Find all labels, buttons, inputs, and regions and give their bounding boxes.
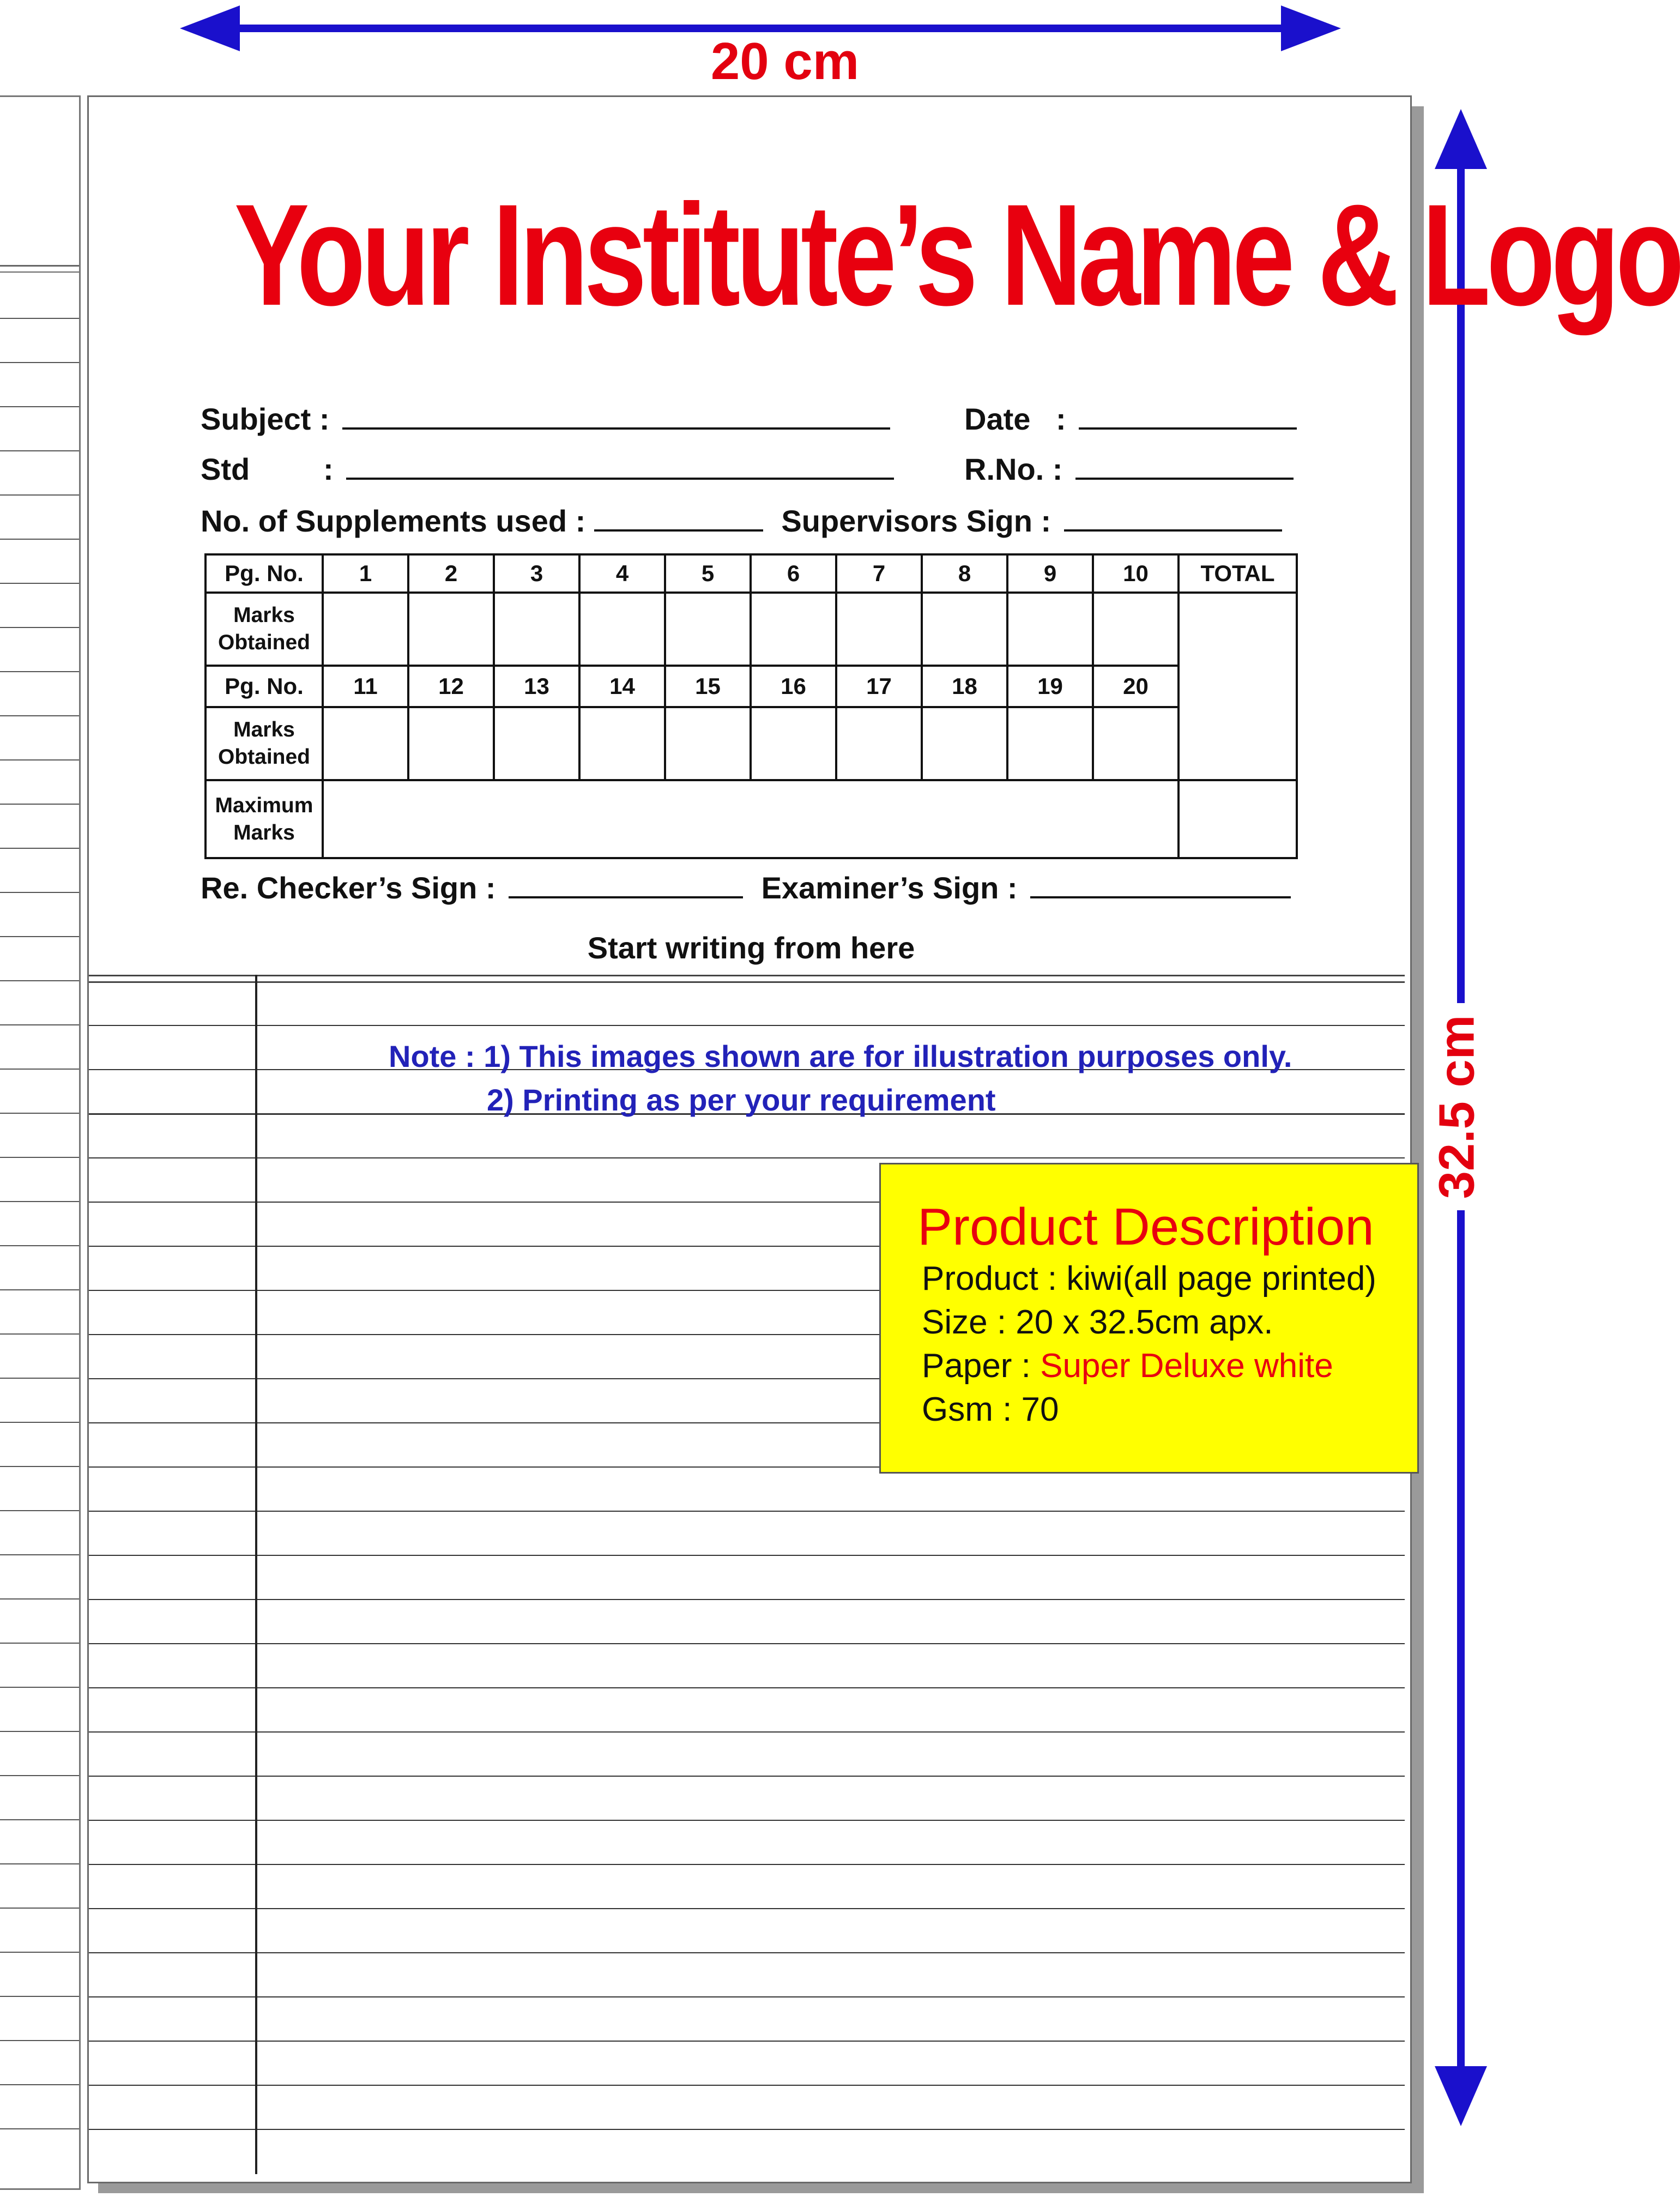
page-number: 9 xyxy=(1007,554,1093,593)
product-size: Size : 20 x 32.5cm apx. xyxy=(922,1303,1273,1341)
answer-sheet xyxy=(87,95,1680,2183)
page-number: 7 xyxy=(836,554,922,593)
page-number: 17 xyxy=(836,666,922,707)
rechecker-label: Re. Checker’s Sign : xyxy=(201,871,496,905)
institute-title: Your Institute’s Name & Logo xyxy=(234,174,1680,336)
pg-no-header: Pg. No. xyxy=(206,666,323,707)
page-number: 10 xyxy=(1093,554,1179,593)
page-number: 18 xyxy=(922,666,1007,707)
width-dimension-label: 20 cm xyxy=(710,32,860,90)
height-dimension-label: 32.5 cm xyxy=(1416,1003,1498,1210)
page-number: 2 xyxy=(408,554,494,593)
maximum-marks-label: Maximum Marks xyxy=(206,780,323,858)
page-number: 11 xyxy=(323,666,408,707)
page-number: 13 xyxy=(494,666,579,707)
rno-label: R.No. : xyxy=(964,452,1063,486)
product-description-title: Product Description xyxy=(917,1198,1374,1256)
page-number: 8 xyxy=(922,554,1007,593)
margin-line xyxy=(255,975,257,2174)
examiner-label: Examiner’s Sign : xyxy=(761,871,1018,905)
page-number: 4 xyxy=(579,554,665,593)
start-writing-label: Start writing from here xyxy=(587,931,915,965)
page-number: 19 xyxy=(1007,666,1093,707)
marks-obtained-label: Marks Obtained xyxy=(206,707,323,780)
pg-no-header: Pg. No. xyxy=(206,554,323,593)
illustration-note xyxy=(389,1035,1292,1122)
page-number: 14 xyxy=(579,666,665,707)
total-header: TOTAL xyxy=(1179,554,1297,593)
page-number: 1 xyxy=(323,554,408,593)
back-page-edge xyxy=(0,95,81,2190)
std-label: Std xyxy=(201,452,250,486)
page-number: 16 xyxy=(751,666,836,707)
product-gsm: Gsm : 70 xyxy=(922,1391,1059,1428)
product-paper: Paper : Super Deluxe white xyxy=(922,1347,1333,1385)
page-number: 15 xyxy=(665,666,751,707)
back-page-rules xyxy=(0,97,79,2188)
std-colon: : xyxy=(323,452,334,486)
supervisor-label: Supervisors Sign : xyxy=(781,504,1051,538)
product-name: Product : kiwi(all page printed) xyxy=(922,1260,1376,1297)
supplements-label: No. of Supplements used : xyxy=(201,504,586,538)
page-number: 3 xyxy=(494,554,579,593)
page-number: 5 xyxy=(665,554,751,593)
date-label: Date : xyxy=(964,402,1066,436)
subject-label: Subject : xyxy=(201,402,330,436)
page-number: 6 xyxy=(751,554,836,593)
marks-obtained-label: Marks Obtained xyxy=(206,593,323,666)
note-line-1: Note : 1) This images shown are for illustration purposes only. xyxy=(389,1039,1292,1073)
page-number: 12 xyxy=(408,666,494,707)
product-description-box xyxy=(879,1163,1419,1474)
note-line-2: 2) Printing as per your requirement xyxy=(487,1083,996,1117)
page-number: 20 xyxy=(1093,666,1179,707)
